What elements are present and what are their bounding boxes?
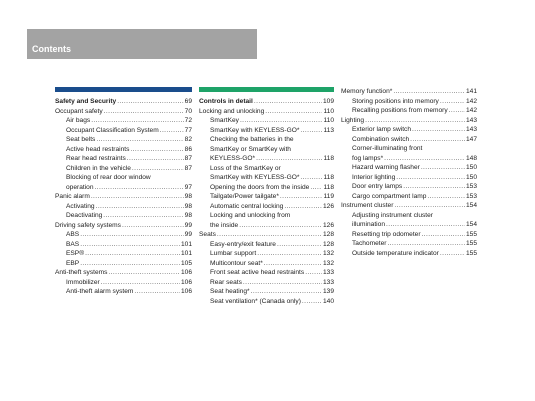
toc-leader-dots <box>240 116 323 126</box>
toc-column-2 <box>199 97 334 306</box>
toc-entry[interactable] <box>55 107 192 117</box>
toc-page-number: 133 <box>322 278 334 286</box>
toc-entry[interactable] <box>55 268 192 278</box>
toc-entry-title: Interior lighting <box>352 173 396 181</box>
toc-leader-dots <box>108 268 180 278</box>
toc-entry-title: Resetting trip odometer <box>352 230 421 238</box>
toc-entry[interactable] <box>341 249 477 259</box>
toc-entry-continued: SmartKey or SmartKey with <box>210 145 291 153</box>
toc-entry[interactable] <box>341 135 477 145</box>
toc-page-number: 132 <box>322 250 334 257</box>
toc-entry[interactable] <box>55 183 192 193</box>
toc-entry-title: KEYLESS-GO* <box>210 155 256 162</box>
toc-page-number: 69 <box>184 98 192 105</box>
toc-page-number: 153 <box>465 183 477 190</box>
toc-entry-title: Tachometer <box>352 240 387 247</box>
toc-entry-title: ABS <box>66 231 80 238</box>
toc-entry[interactable] <box>55 202 192 212</box>
toc-page-number: 98 <box>184 202 192 210</box>
toc-entry-title: the inside <box>210 221 239 229</box>
toc-entry[interactable] <box>341 116 477 126</box>
toc-entry[interactable] <box>55 240 192 250</box>
toc-page-number: 139 <box>322 288 334 295</box>
toc-entry-title: Controls in detail <box>199 98 253 105</box>
toc-page-number: 150 <box>465 164 477 171</box>
toc-entry[interactable] <box>55 230 192 240</box>
toc-page-number: 153 <box>465 192 477 200</box>
toc-entry-continued: Checking the batteries in the <box>210 136 294 143</box>
toc-entry-title: Cargo compartment lamp <box>352 192 427 200</box>
toc-entry[interactable] <box>341 97 477 107</box>
toc-page-number: 155 <box>465 240 477 247</box>
toc-page-number: 110 <box>323 117 334 124</box>
toc-entry-title: Seats <box>199 231 216 238</box>
toc-leader-dots <box>310 183 322 193</box>
toc-entry-title: Tailgate/Power tailgate* <box>210 193 279 200</box>
toc-entry-title: illumination <box>352 221 385 228</box>
toc-page-number: 143 <box>465 126 477 133</box>
toc-entry[interactable] <box>341 163 477 173</box>
toc-page-number: 142 <box>465 97 477 105</box>
toc-leader-dots <box>300 173 322 183</box>
toc-entry[interactable] <box>341 239 477 249</box>
toc-page-number: 109 <box>322 98 334 105</box>
toc-entry[interactable] <box>341 182 477 192</box>
toc-entry-continued: Blocking of rear door window <box>66 174 151 181</box>
toc-entry-continued: Loss of the SmartKey or <box>210 164 281 172</box>
toc-page-number: 118 <box>323 183 334 191</box>
toc-page-number: 132 <box>322 259 334 267</box>
toc-column-1 <box>55 97 192 297</box>
toc-entry-continued: Corner-illuminating front <box>352 145 423 152</box>
toc-page-number: 101 <box>180 250 192 257</box>
toc-entry[interactable] <box>55 192 192 202</box>
toc-page-number: 140 <box>322 297 334 305</box>
toc-entry-title: Children in the vehicle <box>66 164 131 172</box>
toc-entry-title: SmartKey with KEYLESS-GO* <box>210 174 300 181</box>
toc-entry-title: Multicontour seat* <box>210 259 263 267</box>
toc-leader-dots <box>132 164 184 174</box>
toc-leader-dots <box>256 154 322 164</box>
toc-entry[interactable] <box>341 230 477 240</box>
toc-page-number: 98 <box>184 212 192 219</box>
toc-leader-dots <box>387 239 465 249</box>
toc-entry-title: Air bags <box>66 117 91 124</box>
toc-page-number: 99 <box>184 231 192 238</box>
toc-page-number: 154 <box>465 202 477 209</box>
toc-entry[interactable] <box>55 164 192 174</box>
toc-page-number: 105 <box>180 259 192 267</box>
toc-page-number: 97 <box>184 183 192 191</box>
toc-page-number: 106 <box>180 288 192 295</box>
toc-page-number: 101 <box>180 240 192 248</box>
toc-entry[interactable] <box>341 220 477 230</box>
toc-entry[interactable] <box>199 287 334 297</box>
toc-entry-title: SmartKey <box>210 117 239 124</box>
toc-leader-dots <box>85 249 180 259</box>
toc-page-number: 154 <box>465 221 477 228</box>
toc-page-number: 118 <box>323 155 334 162</box>
toc-leader-dots <box>440 97 465 107</box>
toc-leader-dots <box>305 268 322 278</box>
toc-entry[interactable] <box>199 107 334 117</box>
page-title: Contents <box>32 44 71 54</box>
toc-column-3 <box>341 87 477 258</box>
toc-page-number: 155 <box>465 230 477 238</box>
toc-page-number: 128 <box>322 231 334 238</box>
toc-entry[interactable] <box>341 87 477 97</box>
toc-page-number: 86 <box>184 145 192 153</box>
toc-entry-title: Seat heating* <box>210 288 250 295</box>
toc-leader-dots <box>365 116 465 126</box>
toc-entry-title: Storing positions into memory <box>352 97 439 105</box>
toc-leader-dots <box>80 230 183 240</box>
toc-entry[interactable] <box>55 97 192 107</box>
toc-entry-title: Deactivating <box>66 212 103 219</box>
toc-leader-dots <box>251 287 322 297</box>
toc-entry[interactable] <box>199 116 334 126</box>
toc-entry[interactable] <box>341 106 477 116</box>
toc-page-number: 141 <box>465 88 477 95</box>
toc-entry-title: Active head restraints <box>66 145 130 153</box>
toc-page-number: 133 <box>322 269 334 276</box>
toc-entry-title: Opening the doors from the inside <box>210 183 310 191</box>
toc-entry-title: Outside temperature indicator <box>352 249 439 257</box>
toc-entry-title: Easy-entry/exit feature <box>210 240 276 248</box>
toc-leader-dots <box>393 87 465 97</box>
toc-page-number: 70 <box>184 107 192 115</box>
toc-entry[interactable] <box>199 97 334 107</box>
toc-entry[interactable] <box>199 183 334 193</box>
toc-entry-title: Instrument cluster <box>341 202 394 209</box>
toc-entry-title: Automatic central locking <box>210 202 284 210</box>
toc-entry-title: ESP® <box>66 250 85 257</box>
toc-entry[interactable] <box>341 154 477 164</box>
toc-entry-title: operation <box>66 183 94 191</box>
toc-page-number: 106 <box>180 278 192 286</box>
toc-entry-title: Front seat active head restraints <box>210 269 305 276</box>
toc-entry-title: EBP <box>66 259 80 267</box>
toc-leader-dots <box>104 107 184 117</box>
toc-entry-title: Panic alarm <box>55 193 90 200</box>
toc-entry-title: Activating <box>66 202 95 210</box>
toc-leader-dots <box>300 126 322 136</box>
toc-leader-dots <box>117 97 183 107</box>
toc-leader-dots <box>421 163 465 173</box>
toc-page-number: 126 <box>322 202 334 210</box>
toc-leader-dots <box>384 154 465 164</box>
toc-page-number: 128 <box>322 240 334 248</box>
toc-leader-dots <box>440 249 465 259</box>
toc-leader-dots <box>254 97 322 107</box>
toc-entry-continued: Locking and unlocking from <box>210 212 291 219</box>
toc-leader-dots <box>96 135 183 145</box>
toc-entry-title: Memory function* <box>341 88 393 95</box>
toc-entry[interactable] <box>55 145 192 155</box>
toc-leader-dots <box>95 183 184 193</box>
toc-leader-dots <box>127 154 184 164</box>
toc-entry-title: Occupant safety <box>55 107 103 115</box>
toc-entry[interactable] <box>55 135 192 145</box>
toc-leader-dots <box>122 221 184 231</box>
toc-page-number: 118 <box>323 174 334 181</box>
toc-entry[interactable] <box>199 173 334 183</box>
toc-entry[interactable] <box>341 192 477 202</box>
toc-leader-dots <box>403 182 465 192</box>
toc-entry[interactable] <box>199 268 334 278</box>
toc-page-number: 155 <box>465 249 477 257</box>
toc-entry-title: Occupant Classification System <box>66 126 159 134</box>
toc-page-number: 99 <box>184 221 192 229</box>
toc-leader-dots <box>449 106 465 116</box>
toc-entry[interactable] <box>199 126 334 136</box>
toc-page-number: 87 <box>184 164 192 172</box>
toc-leader-dots <box>422 230 465 240</box>
toc-page-number: 142 <box>465 107 477 114</box>
toc-page-number: 106 <box>180 269 192 276</box>
toc-entry-title: Locking and unlocking <box>199 107 265 115</box>
toc-page-number: 98 <box>184 193 192 200</box>
toc-leader-dots <box>394 201 465 211</box>
toc-leader-dots <box>80 259 180 269</box>
section-bar-safety <box>55 87 192 92</box>
toc-leader-dots <box>80 240 180 250</box>
toc-entry-title: Hazard warning flasher <box>352 164 420 171</box>
toc-entry[interactable] <box>199 278 334 288</box>
toc-entry-continued: Adjusting instrument cluster <box>352 211 433 219</box>
toc-page-number: 113 <box>323 126 334 134</box>
toc-leader-dots <box>130 145 183 155</box>
toc-leader-dots <box>412 125 465 135</box>
toc-entry[interactable] <box>199 202 334 212</box>
toc-entry-title: Immobilizer <box>66 278 100 286</box>
toc-entry[interactable] <box>55 116 192 126</box>
toc-entry-title: Combination switch <box>352 135 410 143</box>
toc-page-number: 148 <box>465 154 477 162</box>
toc-entry[interactable] <box>55 211 192 221</box>
toc-page-number: 72 <box>184 117 192 124</box>
toc-page-number: 77 <box>184 126 192 134</box>
toc-entry-title: Door entry lamps <box>352 183 403 190</box>
toc-leader-dots <box>217 230 322 240</box>
toc-entry-title: Lighting <box>341 116 365 124</box>
toc-entry[interactable] <box>55 126 192 136</box>
toc-leader-dots <box>134 287 180 297</box>
toc-leader-dots <box>277 240 322 250</box>
toc-leader-dots <box>264 259 322 269</box>
toc-entry[interactable] <box>199 221 334 231</box>
toc-page-number: 110 <box>323 107 334 115</box>
toc-leader-dots <box>410 135 465 145</box>
toc-entry[interactable] <box>199 230 334 240</box>
toc-entry[interactable] <box>341 201 477 211</box>
toc-leader-dots <box>160 126 184 136</box>
toc-page-number: 150 <box>465 173 477 181</box>
toc-page-number: 87 <box>184 155 192 162</box>
section-bar-controls <box>199 87 334 92</box>
toc-entry[interactable] <box>341 173 477 183</box>
toc-entry-title: BAS <box>66 240 80 248</box>
toc-leader-dots <box>239 221 322 231</box>
toc-page-number: 143 <box>465 116 477 124</box>
toc-entry-title: Rear seats <box>210 278 242 286</box>
toc-page-number: 119 <box>323 193 334 200</box>
toc-entry[interactable] <box>199 297 334 307</box>
toc-entry-title: Seat belts <box>66 136 96 143</box>
toc-entry-title: Driving safety systems <box>55 221 121 229</box>
toc-entry-title: Lumbar support <box>210 250 257 257</box>
toc-entry-title: Anti-theft alarm system <box>66 288 134 295</box>
toc-leader-dots <box>257 249 322 259</box>
toc-entry-title: SmartKey with KEYLESS-GO* <box>210 126 300 134</box>
toc-leader-dots <box>284 202 322 212</box>
toc-entry-title: Rear head restraints <box>66 155 126 162</box>
toc-entry[interactable] <box>199 249 334 259</box>
toc-entry-title: Seat ventilation* (Canada only) <box>210 297 301 305</box>
toc-entry[interactable] <box>199 240 334 250</box>
toc-entry[interactable] <box>199 192 334 202</box>
toc-leader-dots <box>302 297 322 307</box>
toc-entry[interactable] <box>55 249 192 259</box>
toc-leader-dots <box>396 173 465 183</box>
toc-leader-dots <box>96 202 184 212</box>
toc-leader-dots <box>265 107 322 117</box>
toc-leader-dots <box>386 220 465 230</box>
toc-entry[interactable] <box>341 125 477 135</box>
toc-leader-dots <box>91 192 184 202</box>
toc-entry[interactable] <box>55 278 192 288</box>
toc-entry[interactable] <box>55 287 192 297</box>
toc-entry-title: fog lamps* <box>352 154 384 162</box>
toc-leader-dots <box>103 211 183 221</box>
toc-entry[interactable] <box>55 259 192 269</box>
toc-entry[interactable] <box>55 221 192 231</box>
toc-entry[interactable] <box>55 154 192 164</box>
toc-entry-title: Anti-theft systems <box>55 269 108 276</box>
toc-leader-dots <box>101 278 180 288</box>
toc-entry[interactable] <box>199 154 334 164</box>
toc-leader-dots <box>243 278 322 288</box>
toc-leader-dots <box>91 116 183 126</box>
toc-leader-dots <box>280 192 323 202</box>
toc-page-number: 126 <box>322 221 334 229</box>
toc-entry-title: Exterior lamp switch <box>352 126 411 133</box>
toc-page-number: 147 <box>465 135 477 143</box>
toc-entry[interactable] <box>199 259 334 269</box>
toc-leader-dots <box>427 192 465 202</box>
toc-entry-title: Recalling positions from memory <box>352 107 448 114</box>
toc-entry-title: Safety and Security <box>55 98 117 105</box>
toc-page-number: 82 <box>184 136 192 143</box>
